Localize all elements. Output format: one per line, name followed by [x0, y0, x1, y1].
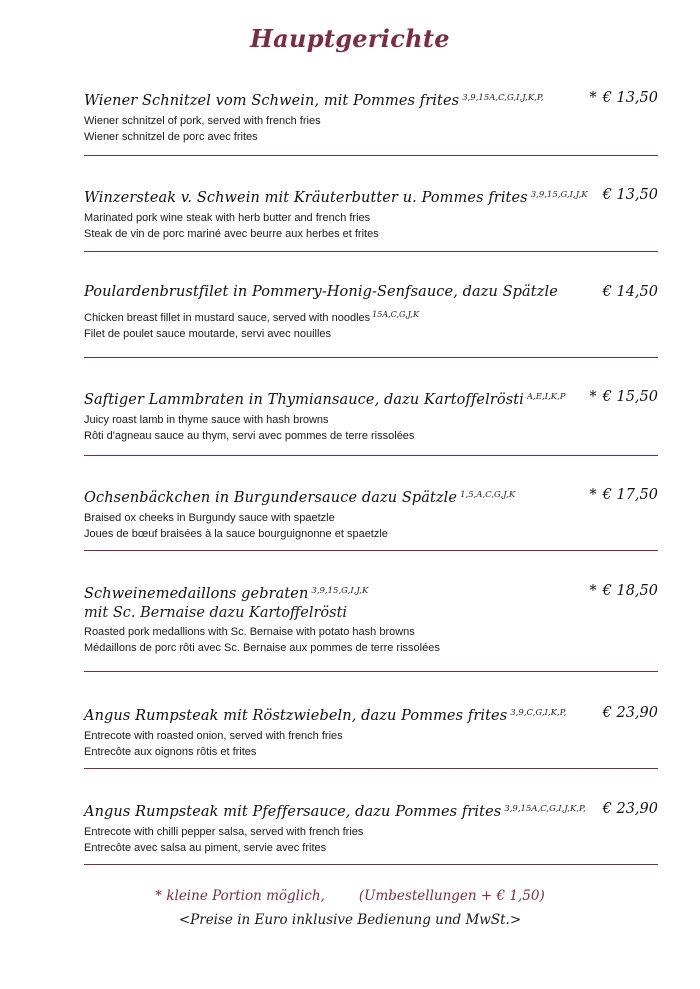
- dish-line: [84, 484, 658, 506]
- price-value: € 18,50: [602, 583, 658, 599]
- french-description: Wiener schnitzel de porc avec frites: [84, 131, 258, 143]
- menu-item-ochsenbaeckchen: [84, 484, 658, 542]
- dish-name-line-2: mit Sc. Bernaise dazu Kartoffelrösti: [84, 605, 348, 621]
- menu-item-schweinemedaillons: [84, 580, 658, 656]
- divider: [84, 671, 658, 672]
- surcharge-note: (Umbestellungen + € 1,50): [358, 888, 545, 904]
- allergen-codes: 3,9,15,G,I,J,K: [530, 190, 588, 200]
- english-text: Chicken breast fillet in mustard sauce, served with noodles: [84, 312, 371, 324]
- english-description: [84, 307, 658, 326]
- english-description: Entrecote with roasted onion, served with french fries: [84, 730, 343, 742]
- divider: [84, 251, 658, 252]
- allergen-codes: 15A,C,G,J,K: [372, 310, 419, 319]
- french-description: Entrecôte avec salsa au piment, servie avec frites: [84, 842, 327, 854]
- price: [603, 281, 658, 303]
- page-title: Hauptgerichte: [250, 24, 450, 53]
- allergen-codes: 3,9,15,G,I,J,K: [311, 586, 369, 596]
- dish-name: Ochsenbäckchen in Burgundersauce dazu Spätzle: [84, 490, 458, 506]
- dish-line: [84, 580, 658, 602]
- divider: [84, 357, 658, 358]
- allergen-codes: A,E,I,K,P: [526, 392, 566, 402]
- price-value: € 23,90: [602, 801, 658, 817]
- divider: [84, 864, 658, 865]
- dish-name: Wiener Schnitzel vom Schwein, mit Pommes frites: [84, 93, 460, 109]
- french-description: Médaillons de porc rôti avec Sc. Bernaise aux pommes de terre rissolées: [84, 642, 440, 654]
- small-portion-star: *: [589, 583, 597, 599]
- price: [603, 702, 658, 724]
- small-portion-note: * kleine Portion möglich,: [155, 888, 325, 904]
- small-portion-star: *: [589, 487, 597, 503]
- french-description: Joues de bœuf braisées à la sauce bourguignonne et spaetzle: [84, 528, 388, 540]
- dish-name: Saftiger Lammbraten in Thymiansauce, dazu Kartoffelrösti: [84, 392, 524, 408]
- prices-note: <Preise in Euro inklusive Bedienung und MwSt.>: [178, 912, 522, 928]
- dish-name: Poulardenbrustfilet in Pommery-Honig-Senfsauce, dazu Spätzle: [84, 284, 558, 300]
- english-description: Wiener schnitzel of pork, served with french fries: [84, 115, 321, 127]
- menu-item-lammbraten: [84, 386, 658, 444]
- menu-item-winzersteak: [84, 184, 658, 242]
- price-value: € 13,50: [602, 187, 658, 203]
- english-description: Braised ox cheeks in Burgundy sauce with spaetzle: [84, 512, 335, 524]
- footer-notes: [0, 888, 700, 904]
- dish-line: [84, 87, 658, 109]
- divider: [84, 155, 658, 156]
- price-value: € 13,50: [602, 90, 658, 106]
- menu-item-wiener-schnitzel: [84, 87, 658, 145]
- allergen-codes: 3,9,15A,C,G,I,J,K,P,: [504, 804, 586, 814]
- english-description: Entrecote with chilli pepper salsa, served with french fries: [84, 826, 364, 838]
- allergen-codes: 1,5,A,C,G,J,K: [460, 490, 516, 500]
- price-value: € 17,50: [602, 487, 658, 503]
- price: [603, 798, 658, 820]
- price: [589, 580, 658, 602]
- dish-line: [84, 386, 658, 408]
- price: [603, 184, 658, 206]
- french-description: Filet de poulet sauce moutarde, servi avec nouilles: [84, 328, 332, 340]
- price: [589, 87, 658, 109]
- dish-name: Angus Rumpsteak mit Pfeffersauce, dazu Pommes frites: [84, 804, 502, 820]
- menu-item-rumpsteak-roestzwiebeln: [84, 702, 658, 760]
- dish-name: Schweinemedaillons gebraten: [84, 586, 309, 602]
- french-description: Steak de vin de porc mariné avec beurre aux herbes et frites: [84, 228, 379, 240]
- french-description: Entrecôte aux oignons rôtis et frites: [84, 746, 257, 758]
- dish-line: [84, 702, 658, 724]
- english-description: Juicy roast lamb in thyme sauce with hash browns: [84, 414, 329, 426]
- small-portion-star: *: [589, 389, 597, 405]
- english-description: Marinated pork wine steak with herb butter and french fries: [84, 212, 371, 224]
- english-description: Roasted pork medallions with Sc. Bernaise with potato hash browns: [84, 626, 415, 638]
- menu-item-poulardenbrustfilet: [84, 281, 658, 342]
- price-value: € 15,50: [602, 389, 658, 405]
- dish-line: [84, 798, 658, 820]
- allergen-codes: 3,9,C,G,I,K,P,: [510, 708, 567, 718]
- divider: [84, 455, 658, 456]
- dish-name: Winzersteak v. Schwein mit Kräuterbutter u. Pommes frites: [84, 190, 528, 206]
- french-description: Rôti d'agneau sauce au thym, servi avec pommes de terre rissolées: [84, 430, 415, 442]
- price-value: € 14,50: [602, 284, 658, 300]
- small-portion-star: *: [589, 90, 597, 106]
- dish-name: Angus Rumpsteak mit Röstzwiebeln, dazu Pommes frites: [84, 708, 508, 724]
- divider: [84, 550, 658, 551]
- price: [589, 386, 658, 408]
- dish-line: [84, 184, 658, 206]
- price: [589, 484, 658, 506]
- dish-line: [84, 281, 658, 303]
- menu-item-rumpsteak-pfeffersauce: [84, 798, 658, 856]
- divider: [84, 768, 658, 769]
- price-value: € 23,90: [602, 705, 658, 721]
- allergen-codes: 3,9,15A,C,G,I,J,K,P,: [462, 93, 544, 103]
